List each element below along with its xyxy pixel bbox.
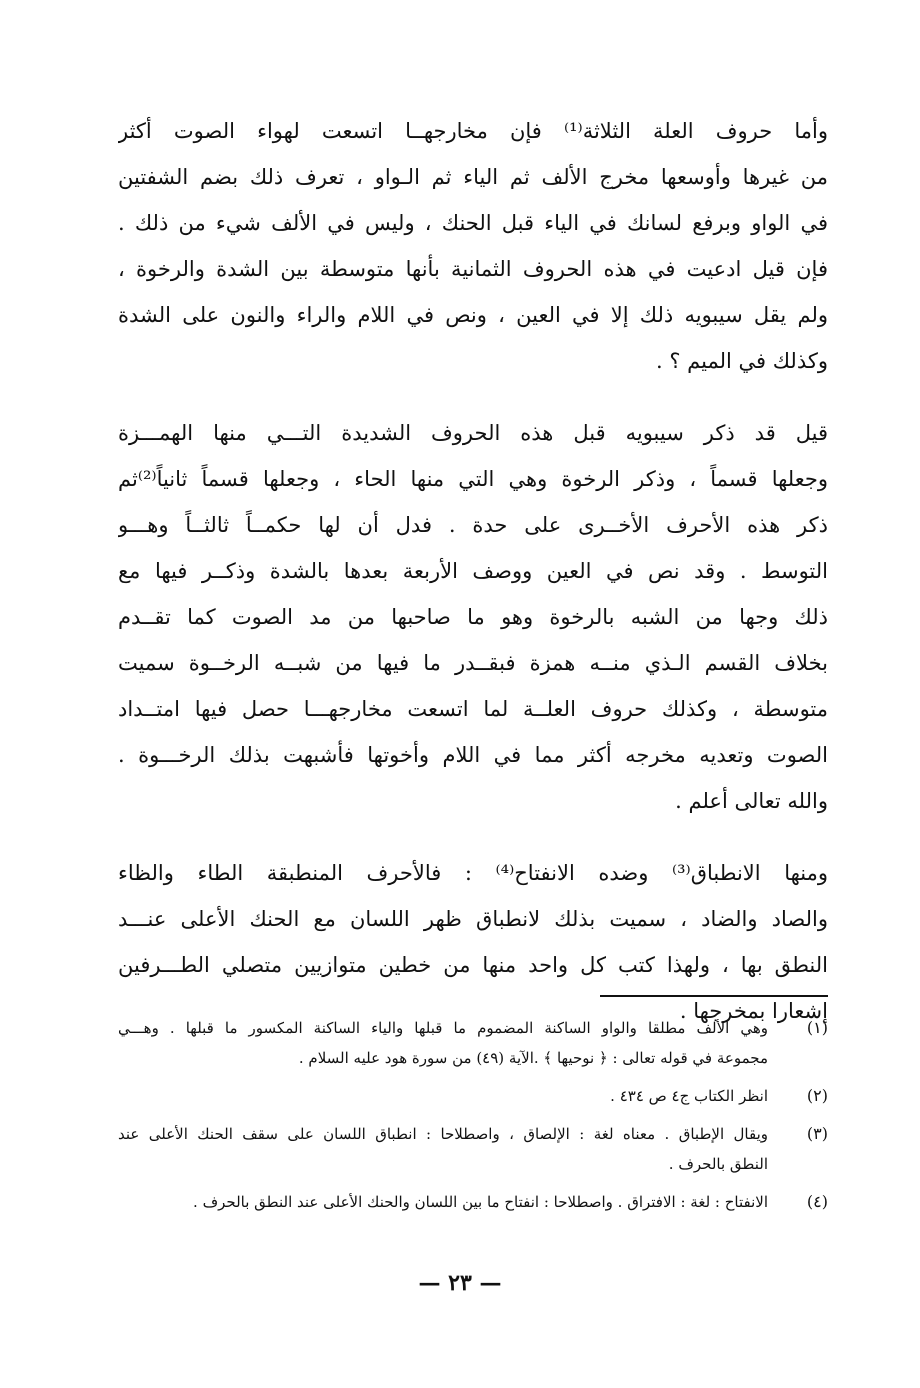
text-line: النطق بها ، ولهذا كتب كل واحد منها من خطين متوازيين متصلي الطـــرفين xyxy=(118,953,828,977)
page-number: — ٢٣ — xyxy=(418,1270,502,1296)
footnote-4 xyxy=(118,1187,828,1217)
text-line: ولم يقل سيبويه ذلك إلا في العين ، ونص في اللام والراء والنون على الشدة xyxy=(118,303,828,327)
footnotes xyxy=(118,1013,828,1225)
text-line: في الواو وبرفع لسانك في الياء قبل الحنك ، وليس في الألف شيء من ذلك . xyxy=(118,211,828,235)
footnote-number: (٤) xyxy=(806,1192,828,1211)
footnote-line: انظر الكتاب ج٤ ص ٤٣٤ . xyxy=(610,1087,768,1105)
footnote-number: (٢) xyxy=(806,1086,828,1105)
footnote-line: وهي الألف مطلقا والواو الساكنة المضموم ما قبلها والياء الساكنة المكسور ما قبلها . وهـــي xyxy=(118,1019,768,1037)
text-line: والله تعالى أعلم . xyxy=(675,789,828,813)
text-line: وأما حروف العلة الثلاثة⁽¹⁾ فإن مخارجهــا اتسعت لهواء الصوت أكثر xyxy=(118,119,828,143)
text-line: ذلك وجها من الشبه بالرخوة وهو ما صاحبها من مد الصوت كما تقــدم xyxy=(118,605,828,629)
footnote-2 xyxy=(118,1081,828,1111)
footnote-3 xyxy=(118,1119,828,1179)
footnote-line: الانفتاح : لغة : الافتراق . واصطلاحا : انفتاح ما بين اللسان والحنك الأعلى عند النطق بالحرف . xyxy=(193,1193,768,1211)
text-line: التوسط . وقد نص في العين ووصف الأربعة بعدها بالشدة وذكــر فيها مع xyxy=(118,559,828,583)
text-line: متوسطة ، وكذلك حروف العلــة لما اتسعت مخارجهـــا حصل فيها امتــداد xyxy=(118,697,828,721)
text-line: الصوت وتعديه مخرجه أكثر مما في اللام وأخوتها فأشبهت بذلك الرخـــوة . xyxy=(118,743,828,767)
paragraph-spacer xyxy=(118,384,828,410)
footnote-number: (٣) xyxy=(806,1124,828,1143)
text-line: وجعلها قسماً ، وذكر الرخوة وهي التي منها الحاء ، وجعلها قسماً ثانياً⁽²⁾ثم xyxy=(118,467,828,491)
main-text xyxy=(118,108,828,1034)
paragraph-weak-letters xyxy=(118,108,828,384)
text-line: فإن قيل ادعيت في هذه الحروف الثمانية بأنها متوسطة بين الشدة والرخوة ، xyxy=(118,257,828,281)
footnote-line: ويقال الإطباق . معناه لغة : الإلصاق ، واصطلاحا : انطباق اللسان على سقف الحنك الأعلى عند xyxy=(118,1125,768,1143)
footnote-line: النطق بالحرف . xyxy=(668,1155,768,1173)
text-line: والصاد والضاد ، سميت بذلك لانطباق ظهر اللسان مع الحنك الأعلى عنـــد xyxy=(118,907,828,931)
text-line: ذكر هذه الأحرف الأخــرى على حدة . فدل أن لها حكمــاً ثالثــاً وهـــو xyxy=(118,513,828,537)
text-line: إشعارا بمخرجها . xyxy=(679,999,828,1023)
paragraph-spacer xyxy=(118,824,828,850)
paragraph-itbaq xyxy=(118,850,828,1034)
text-line: وكذلك في الميم ؟ . xyxy=(655,349,828,373)
text-line: من غيرها وأوسعها مخرج الألف ثم الياء ثم الـواو ، تعرف ذلك بضم الشفتين xyxy=(118,165,828,189)
footnote-separator xyxy=(600,995,828,997)
text-line: ومنها الانطباق⁽³⁾ وضده الانفتاح⁽⁴⁾ : فالأحرف المنطبقة الطاء والظاء xyxy=(118,861,828,885)
footnote-line: مجموعة في قوله تعالى : ﴿ نوحيها ﴾ .الآية (٤٩) من سورة هود عليه السلام . xyxy=(298,1049,768,1067)
paragraph-sibawayh xyxy=(118,410,828,824)
text-line: بخلاف القسم الـذي منــه همزة فبقــدر ما فيها من شبــه الرخــوة سميت xyxy=(118,651,828,675)
text-line: قيل قد ذكر سيبويه قبل هذه الحروف الشديدة التـــي منها الهمـــزة xyxy=(118,421,828,445)
footnote-1 xyxy=(118,1013,828,1073)
footnote-number: (١) xyxy=(806,1018,828,1037)
